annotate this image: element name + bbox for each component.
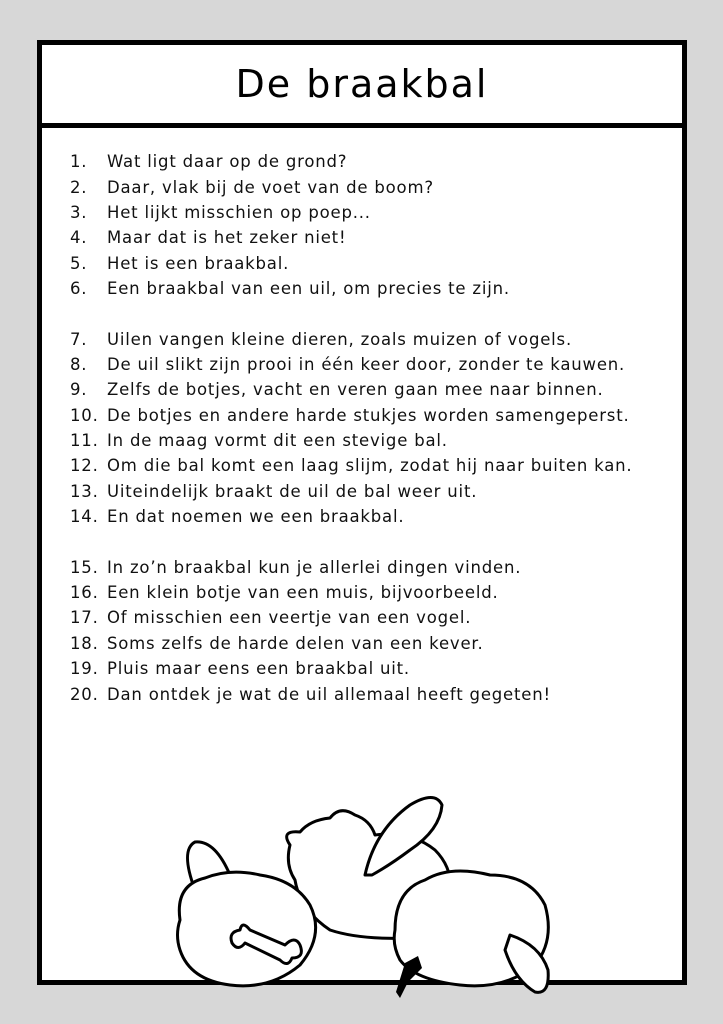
line-text: Uiteindelijk braakt de uil de bal weer uit. xyxy=(107,481,478,501)
line-number: 7. xyxy=(70,329,88,349)
text-line xyxy=(70,479,670,504)
line-number: 14. xyxy=(70,507,99,527)
line-text: Soms zelfs de harde delen van een kever. xyxy=(107,633,484,653)
line-number: 13. xyxy=(70,481,99,501)
stanza-gap xyxy=(70,301,670,326)
owl-pellets-illustration xyxy=(160,780,580,1000)
text-line xyxy=(70,631,670,656)
line-number: 20. xyxy=(70,684,99,704)
line-number: 16. xyxy=(70,583,99,603)
line-number: 12. xyxy=(70,456,99,476)
line-text: In de maag vormt dit een stevige bal. xyxy=(107,431,448,451)
line-number: 10. xyxy=(70,405,99,425)
line-text: Het lijkt misschien op poep... xyxy=(107,202,371,222)
stanza-gap xyxy=(70,529,670,554)
text-line xyxy=(70,428,670,453)
text-line xyxy=(70,377,670,402)
text-line xyxy=(70,554,670,579)
line-number: 17. xyxy=(70,608,99,628)
text-line xyxy=(70,225,670,250)
line-text: Een klein botje van een muis, bijvoorbeeld. xyxy=(107,583,499,603)
title-box xyxy=(42,45,682,128)
line-number: 4. xyxy=(70,228,88,248)
line-text: Of misschien een veertje van een vogel. xyxy=(107,608,472,628)
line-text: In zo’n braakbal kun je allerlei dingen vinden. xyxy=(107,557,522,577)
line-number: 15. xyxy=(70,557,99,577)
line-text: Dan ontdek je wat de uil allemaal heeft gegeten! xyxy=(107,684,551,704)
line-text: Wat ligt daar op de grond? xyxy=(107,152,348,172)
line-number: 3. xyxy=(70,202,88,222)
line-text: En dat noemen we een braakbal. xyxy=(107,507,405,527)
line-number: 9. xyxy=(70,380,88,400)
line-text: Maar dat is het zeker niet! xyxy=(107,228,347,248)
text-line xyxy=(70,681,670,706)
text-line xyxy=(70,580,670,605)
line-text: Om die bal komt een laag slijm, zodat hij naar buiten kan. xyxy=(107,456,633,476)
line-number: 18. xyxy=(70,633,99,653)
text-line xyxy=(70,403,670,428)
line-number: 19. xyxy=(70,659,99,679)
text-line xyxy=(70,326,670,351)
line-number: 2. xyxy=(70,177,88,197)
text-line xyxy=(70,352,670,377)
text-lines xyxy=(70,149,670,707)
line-number: 11. xyxy=(70,431,99,451)
text-line xyxy=(70,251,670,276)
text-line xyxy=(70,504,670,529)
text-line xyxy=(70,149,670,174)
line-number: 6. xyxy=(70,279,88,299)
line-number: 1. xyxy=(70,152,88,172)
line-text: De uil slikt zijn prooi in één keer door, zonder te kauwen. xyxy=(107,354,626,374)
text-line xyxy=(70,453,670,478)
text-line xyxy=(70,276,670,301)
text-line xyxy=(70,605,670,630)
text-line xyxy=(70,656,670,681)
text-line xyxy=(70,174,670,199)
line-text: Pluis maar eens een braakbal uit. xyxy=(107,659,410,679)
line-text: Het is een braakbal. xyxy=(107,253,290,273)
page-title: De braakbal xyxy=(235,62,489,106)
text-line xyxy=(70,200,670,225)
line-text: Een braakbal van een uil, om precies te zijn. xyxy=(107,279,510,299)
line-number: 8. xyxy=(70,354,88,374)
line-text: De botjes en andere harde stukjes worden samengeperst. xyxy=(107,405,630,425)
line-text: Daar, vlak bij de voet van de boom? xyxy=(107,177,434,197)
line-number: 5. xyxy=(70,253,88,273)
line-text: Zelfs de botjes, vacht en veren gaan mee naar binnen. xyxy=(107,380,604,400)
line-text: Uilen vangen kleine dieren, zoals muizen of vogels. xyxy=(107,329,572,349)
